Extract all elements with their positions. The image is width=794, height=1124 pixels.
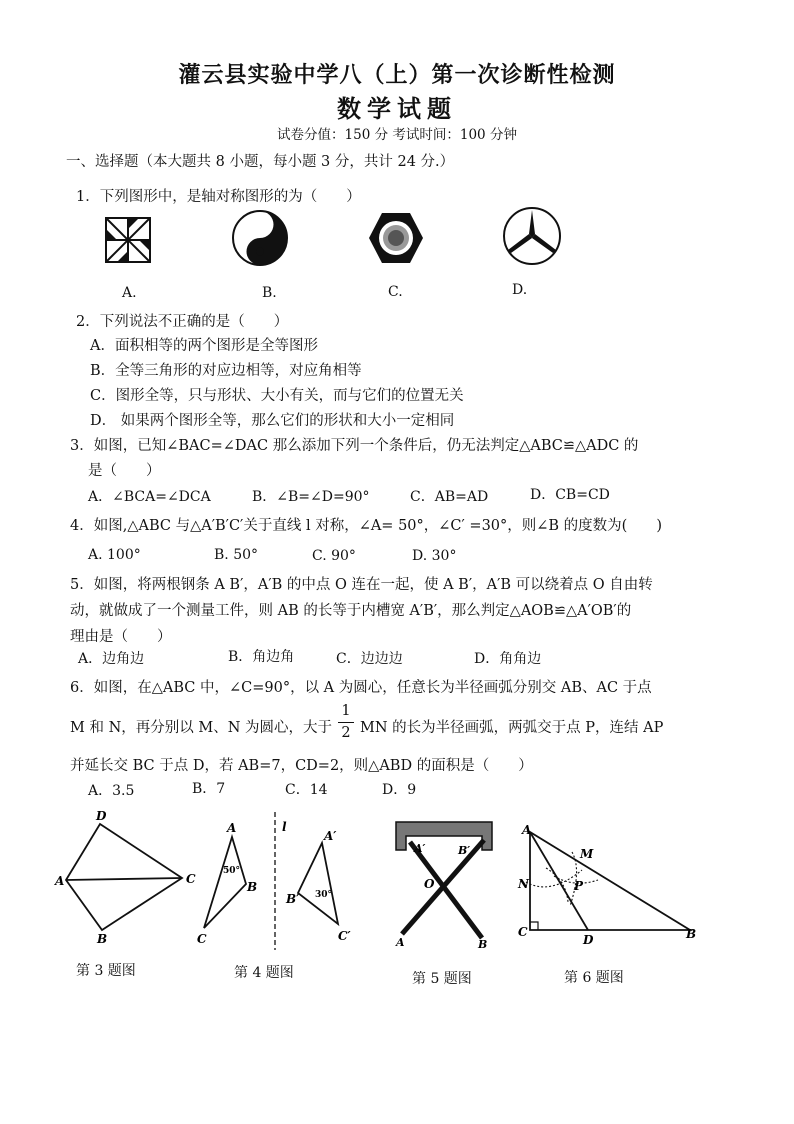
exam-title: 灌云县实验中学八（上）第一次诊断性检测 [178,63,616,88]
q6-stem-line1: 6．如图，在△ABC 中，∠C=90°，以 A 为圆心，任意长为半径画弧分别交 AB、AC 于点 [70,680,652,696]
q5-stem-line1: 5．如图，将两根钢条 A B′，A′B 的中点 O 连在一起，使 A B′，A′B 可以绕着点 O 自由转 [70,577,653,593]
q1-option-d: D. [512,282,528,298]
q4-option-d: D. 30° [412,548,457,564]
fig4-label-a: A [227,821,237,835]
fig6-label-a: A [522,823,532,837]
fig5-label-b-prime: B′ [458,844,471,857]
q2-option-b: B．全等三角形的对应边相等，对应角相等 [90,363,362,379]
fig6-label-b: B [686,927,697,941]
fig4-angle-30: 30° [315,890,333,900]
q4-option-a: A. 100° [88,547,141,563]
figure-6-caption: 第 6 题图 [564,970,624,986]
fig6-label-n: N [518,877,529,891]
fig4-angle-50: 50° [223,866,241,876]
q3-option-c: C．AB=AD [410,489,489,505]
q4-option-b: B. 50° [214,547,259,563]
fig3-label-a: A [55,874,65,888]
figure-4 [190,810,370,955]
q6-stem-line2-part1: M 和 N，再分别以 M、N 为圆心，大于 [70,720,333,736]
figure-5 [388,818,508,953]
q3-option-d: D．CB=CD [530,487,610,503]
q2-stem: 2．下列说法不正确的是（ ） [76,314,289,330]
q6-option-b: B．7 [192,781,226,797]
q3-option-a: A．∠BCA=∠DCA [88,489,211,505]
q6-stem-line3: 并延长交 BC 于点 D，若 AB=7，CD=2，则△ABD 的面积是（ ） [70,758,533,774]
q1-option-c: C. [388,284,403,300]
fig5-label-o: O [424,877,435,891]
q5-option-b: B．角边角 [228,649,295,665]
figure-3-caption: 第 3 题图 [76,963,136,979]
q5-option-d: D．角角边 [474,651,542,667]
fig4-label-a-prime: A′ [324,829,337,843]
fig5-label-a: A [396,936,405,949]
q2-option-d: D． 如果两个图形全等，那么它们的形状和大小一定相同 [90,413,455,429]
fig6-label-p: P [574,879,584,893]
fig4-label-b-prime: B′ [286,892,300,906]
figure-3 [50,808,200,953]
q6-stem-line2-part2: MN 的长为半径画弧，两弧交于点 P，连结 AP [360,720,664,736]
fig5-label-b: B [478,938,488,951]
figure-5-caption: 第 5 题图 [412,971,472,987]
q2-option-a: A．面积相等的两个图形是全等图形 [90,338,318,354]
q5-stem-line3: 理由是（ ） [70,629,172,645]
section-heading: 一、选择题（本大题共 8 小题，每小题 3 分，共计 24 分.） [66,154,455,170]
q6-fraction-denominator: 2 [341,725,351,741]
q1-figure-a-pinwheel [98,210,158,270]
figure-4-caption: 第 4 题图 [234,965,294,981]
fig4-label-c: C [197,932,207,946]
fig6-label-d: D [583,933,594,947]
q3-stem-line1: 3．如图，已知∠BAC=∠DAC 那么添加下列一个条件后，仍无法判定△ABC≌△ADC 的 [70,438,639,454]
q5-option-a: A．边角边 [78,651,145,667]
fig3-label-d: D [96,809,107,823]
q1-figure-b-yinyang [230,208,290,268]
q6-option-a: A．3.5 [88,783,135,799]
q6-option-d: D．9 [382,782,417,798]
q6-fraction-numerator: 1 [341,703,351,719]
q3-option-b: B．∠B=∠D=90° [252,489,370,505]
q1-figure-c-hexagon-nut [366,208,426,268]
exam-meta: 试卷分值：150 分 考试时间：100 分钟 [277,127,517,143]
q1-option-b: B. [262,285,277,301]
fig5-label-a-prime: A′ [414,842,426,855]
fig4-label-l: l [282,820,287,834]
q1-option-a: A. [122,285,137,301]
q1-stem: 1．下列图形中，是轴对称图形的为（ ） [76,189,361,205]
exam-subtitle: 数学试题 [337,95,457,123]
fig3-label-b: B [97,932,108,946]
fig4-label-c-prime: C′ [338,929,351,943]
q6-option-c: C．14 [285,782,328,798]
q5-stem-line2: 动，就做成了一个测量工件，则 AB 的长等于内槽宽 A′B′，那么判定△AOB≌△A′OB′的 [70,603,632,619]
fig3-label-c: C [186,872,196,886]
q3-stem-line2: 是（ ） [88,463,161,479]
q1-figure-d-star-logo [500,204,564,268]
q2-option-c: C．图形全等，只与形状、大小有关，而与它们的位置无关 [90,388,464,404]
q4-option-c: C. 90° [312,548,356,564]
fig6-label-c: C [518,925,528,939]
q4-stem: 4．如图,△ABC 与△A′B′C′关于直线 l 对称，∠A= 50°，∠C′ =30°，则∠B 的度数为( ) [70,518,662,534]
fig4-label-b: B [247,880,258,894]
q6-fraction-bar [338,722,354,723]
fig6-label-m: M [580,847,594,861]
q5-option-c: C．边边边 [336,651,403,667]
figure-6 [510,816,710,951]
